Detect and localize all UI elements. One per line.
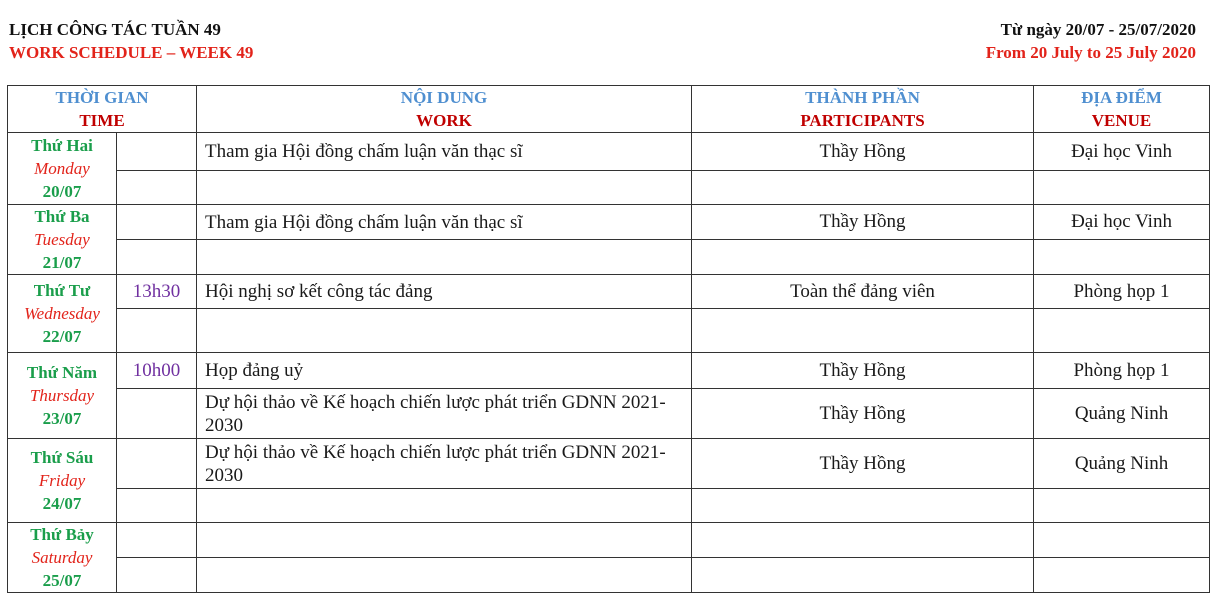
day-name-en: Thursday — [29, 386, 95, 405]
day-name-vn: Thứ Tư — [33, 281, 91, 300]
day-cell — [8, 133, 117, 205]
venue-cell: Phòng họp 1 — [1034, 353, 1210, 389]
table-header-row — [8, 86, 1210, 133]
participants-cell — [692, 309, 1034, 353]
table-row — [8, 240, 1210, 275]
work-cell — [197, 309, 692, 353]
time-cell: 10h00 — [117, 353, 197, 389]
day-name-vn: Thứ Ba — [34, 207, 90, 226]
work-cell — [197, 171, 692, 205]
table-row — [8, 489, 1210, 523]
day-name-vn: Thứ Bảy — [30, 525, 94, 544]
day-date: 21/07 — [42, 253, 82, 272]
time-cell — [117, 240, 197, 275]
day-name-en: Saturday — [31, 548, 93, 567]
table-row — [8, 439, 1210, 489]
day-date: 25/07 — [42, 571, 82, 590]
participants-cell — [692, 558, 1034, 593]
participants-cell — [692, 171, 1034, 205]
table-row — [8, 353, 1210, 389]
day-name-en: Monday — [34, 159, 90, 178]
participants-cell — [692, 523, 1034, 558]
participants-cell — [692, 240, 1034, 275]
work-cell: Tham gia Hội đồng chấm luận văn thạc sĩ — [197, 205, 692, 240]
venue-cell — [1034, 171, 1210, 205]
time-cell — [117, 389, 197, 439]
venue-cell — [1034, 558, 1210, 593]
col-header-venue: ĐỊA ĐIỂM VENUE — [1034, 86, 1210, 133]
venue-cell — [1034, 309, 1210, 353]
day-cell — [8, 353, 117, 439]
participants-cell: Thầy Hồng — [692, 389, 1034, 439]
venue-cell — [1034, 489, 1210, 523]
venue-cell: Quảng Ninh — [1034, 389, 1210, 439]
day-name-en: Wednesday — [24, 304, 100, 323]
venue-cell: Quảng Ninh — [1034, 439, 1210, 489]
day-date: 22/07 — [42, 327, 82, 346]
col-header-work: NỘI DUNG WORK — [197, 86, 692, 133]
time-cell — [117, 171, 197, 205]
time-cell — [117, 205, 197, 240]
day-name-vn: Thứ Hai — [31, 136, 93, 155]
day-cell — [8, 439, 117, 523]
table-row — [8, 133, 1210, 171]
time-cell: 13h30 — [117, 275, 197, 309]
time-cell — [117, 439, 197, 489]
day-name-vn: Thứ Năm — [26, 363, 98, 382]
work-cell: Dự hội thảo về Kế hoạch chiến lược phát triển GDNN 2021-2030 — [197, 389, 692, 439]
title-vn: LỊCH CÔNG TÁC TUẦN 49 — [9, 20, 221, 39]
header-left — [9, 18, 253, 64]
table-row — [8, 389, 1210, 439]
time-cell — [117, 489, 197, 523]
work-cell — [197, 240, 692, 275]
date-range-en: From 20 July to 25 July 2020 — [985, 43, 1196, 62]
day-cell — [8, 523, 117, 593]
time-cell — [117, 309, 197, 353]
participants-cell: Thầy Hồng — [692, 439, 1034, 489]
work-cell: Họp đảng uỷ — [197, 353, 692, 389]
work-cell — [197, 558, 692, 593]
time-cell — [117, 558, 197, 593]
participants-cell: Toàn thể đảng viên — [692, 275, 1034, 309]
participants-cell: Thầy Hồng — [692, 205, 1034, 240]
day-name-en: Tuesday — [34, 230, 90, 249]
venue-cell — [1034, 523, 1210, 558]
time-cell — [117, 523, 197, 558]
schedule-body — [8, 133, 1210, 593]
schedule-table — [7, 85, 1210, 593]
participants-cell: Thầy Hồng — [692, 353, 1034, 389]
participants-cell — [692, 489, 1034, 523]
table-row — [8, 523, 1210, 558]
participants-cell: Thầy Hồng — [692, 133, 1034, 171]
work-cell — [197, 523, 692, 558]
table-row — [8, 558, 1210, 593]
venue-cell: Đại học Vinh — [1034, 133, 1210, 171]
day-date: 24/07 — [42, 494, 82, 513]
col-header-time: THỜI GIAN TIME — [8, 86, 197, 133]
day-name-vn: Thứ Sáu — [30, 448, 94, 467]
col-header-participants: THÀNH PHẦN PARTICIPANTS — [692, 86, 1034, 133]
work-cell — [197, 489, 692, 523]
table-row — [8, 205, 1210, 240]
day-cell — [8, 275, 117, 353]
work-cell: Dự hội thảo về Kế hoạch chiến lược phát triển GDNN 2021-2030 — [197, 439, 692, 489]
day-cell — [8, 205, 117, 275]
table-row — [8, 309, 1210, 353]
time-cell — [117, 133, 197, 171]
work-cell: Tham gia Hội đồng chấm luận văn thạc sĩ — [197, 133, 692, 171]
work-cell: Hội nghị sơ kết công tác đảng — [197, 275, 692, 309]
venue-cell — [1034, 240, 1210, 275]
date-range-vn: Từ ngày 20/07 - 25/07/2020 — [1000, 20, 1196, 39]
table-row — [8, 171, 1210, 205]
day-date: 23/07 — [42, 409, 82, 428]
venue-cell: Phòng họp 1 — [1034, 275, 1210, 309]
table-row — [8, 275, 1210, 309]
day-date: 20/07 — [42, 182, 82, 201]
venue-cell: Đại học Vinh — [1034, 205, 1210, 240]
day-name-en: Friday — [38, 471, 86, 490]
title-en: WORK SCHEDULE – WEEK 49 — [9, 43, 254, 62]
header-right — [986, 18, 1196, 64]
